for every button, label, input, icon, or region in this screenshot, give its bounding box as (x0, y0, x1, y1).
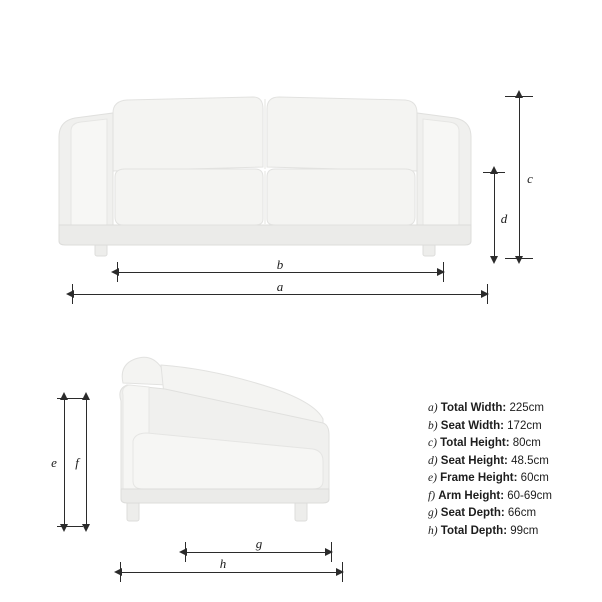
dimension-tick-e-top (57, 398, 83, 399)
legend-label: Arm Height: (438, 489, 505, 502)
legend-value: 225cm (509, 402, 544, 414)
sofa-front-illustration (55, 85, 475, 260)
legend-key: b) (428, 419, 438, 432)
dimension-line-c (519, 96, 520, 258)
legend-item (428, 418, 598, 436)
dimension-tick-g-left (185, 542, 186, 562)
legend-item (428, 435, 598, 453)
dimension-tick-b-left (117, 262, 118, 282)
sofa-front-view (55, 85, 475, 260)
dimension-line-g (185, 552, 331, 553)
legend-key: a) (428, 402, 438, 414)
legend-key: f) (428, 489, 436, 502)
dimension-label-c: c (527, 171, 533, 186)
legend-value: 60-69cm (507, 489, 552, 502)
dimension-line-f (86, 398, 87, 526)
sofa-side-view (105, 345, 350, 540)
dimension-legend (428, 400, 598, 540)
legend-key: c) (428, 437, 437, 449)
legend-item (428, 488, 598, 506)
dimension-line-a (72, 294, 487, 295)
legend-value: 80cm (512, 437, 541, 449)
dimension-arrow-d-bottom (490, 256, 498, 264)
legend-label: Total Width: (440, 402, 507, 414)
legend-label: Seat Height: (440, 454, 508, 467)
dimension-tick-h-right (342, 562, 343, 582)
legend-item (428, 470, 598, 488)
dimension-label-f: f (75, 455, 79, 470)
dimension-tick-e-bottom (57, 526, 83, 527)
legend-item (428, 523, 598, 541)
sofa-side-illustration (105, 345, 350, 540)
dimension-label-g: g (255, 536, 263, 551)
dimension-tick-c-top (505, 96, 533, 97)
legend-label: Frame Height: (440, 472, 518, 484)
dimension-arrow-f-bottom (82, 524, 90, 532)
dimension-tick-a-left (72, 284, 73, 304)
legend-label: Seat Width: (440, 419, 504, 432)
legend-item (428, 400, 598, 418)
dimension-tick-g-right (331, 542, 332, 562)
legend-key: d) (428, 454, 438, 467)
legend-label: Seat Depth: (440, 507, 505, 519)
dimension-arrow-f-top (82, 392, 90, 400)
legend-key: g) (428, 507, 438, 519)
legend-value: 66cm (507, 507, 537, 519)
dimension-tick-a-right (487, 284, 488, 304)
dimension-label-e: e (51, 455, 57, 470)
legend-label: Total Depth: (440, 524, 508, 537)
legend-value: 99cm (510, 524, 539, 537)
dimension-label-d: d (500, 211, 508, 226)
legend-label: Total Height: (440, 437, 510, 449)
legend-value: 172cm (507, 419, 542, 432)
dimension-label-h: h (219, 556, 227, 571)
dimension-line-d (494, 172, 495, 258)
dimension-label-b: b (276, 257, 284, 272)
legend-item (428, 453, 598, 471)
dimension-line-b (117, 272, 443, 273)
dimension-line-h (120, 572, 342, 573)
legend-value: 48.5cm (511, 454, 549, 467)
legend-value: 60cm (520, 472, 549, 484)
legend-item (428, 505, 598, 523)
legend-key: e) (428, 472, 437, 484)
dimension-tick-c-bottom (505, 258, 533, 259)
dimension-tick-b-right (443, 262, 444, 282)
dimension-tick-d-top (483, 172, 505, 173)
dimension-label-a: a (276, 279, 284, 294)
legend-key: h) (428, 524, 438, 537)
dimension-tick-h-left (120, 562, 121, 582)
dimension-line-e (64, 398, 65, 526)
